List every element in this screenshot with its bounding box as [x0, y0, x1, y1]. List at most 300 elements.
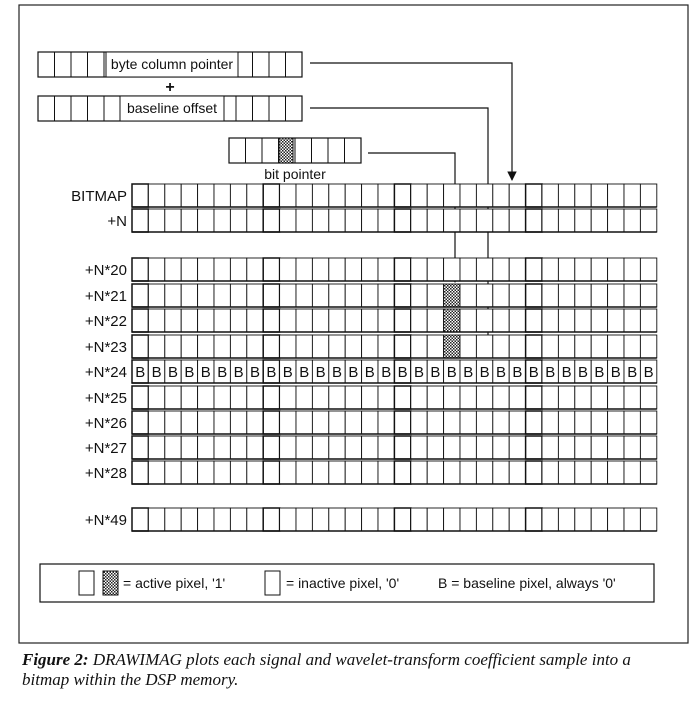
inactive-pixel [526, 508, 542, 531]
inactive-pixel [640, 508, 656, 531]
inactive-pixel [427, 461, 443, 484]
inactive-pixel [460, 335, 476, 358]
inactive-pixel [444, 436, 460, 459]
inactive-pixel [362, 209, 378, 232]
inactive-pixel [608, 461, 624, 484]
inactive-pixel [394, 258, 410, 281]
inactive-pixel [509, 209, 525, 232]
inactive-pixel [296, 386, 312, 409]
inactive-pixel [460, 461, 476, 484]
inactive-pixel [542, 209, 558, 232]
inactive-pixel [247, 386, 263, 409]
baseline-pixel-letter: B [282, 364, 293, 381]
inactive-pixel [165, 258, 181, 281]
inactive-pixel [181, 209, 197, 232]
baseline-pixel-letter: B [233, 364, 244, 381]
inactive-pixel [148, 386, 164, 409]
inactive-pixel [181, 284, 197, 307]
legend-inactive-swatch-a [79, 571, 94, 595]
inactive-pixel [526, 436, 542, 459]
inactive-pixel [230, 508, 246, 531]
inactive-pixel [329, 258, 345, 281]
inactive-pixel [230, 309, 246, 332]
inactive-pixel [312, 258, 328, 281]
inactive-pixel [263, 508, 279, 531]
baseline-offset-register [38, 96, 302, 121]
baseline-pixel-letter: B [167, 364, 179, 381]
inactive-pixel [280, 411, 296, 434]
inactive-pixel [362, 335, 378, 358]
baseline-pixel-letter: B [331, 364, 343, 381]
plus-sign: + [165, 79, 175, 96]
inactive-pixel [312, 309, 328, 332]
inactive-pixel [263, 461, 279, 484]
inactive-pixel [148, 209, 164, 232]
inactive-pixel [427, 184, 443, 207]
baseline-pixel-letter: B [577, 364, 589, 381]
baseline-pixel-letter: B [512, 364, 523, 381]
inactive-pixel [476, 386, 492, 409]
baseline-pixel-letter: B [364, 364, 375, 381]
inactive-pixel [198, 258, 214, 281]
inactive-pixel [411, 209, 427, 232]
inactive-pixel [329, 284, 345, 307]
inactive-pixel [444, 184, 460, 207]
inactive-pixel [509, 386, 525, 409]
inactive-pixel [558, 386, 574, 409]
inactive-pixel [280, 184, 296, 207]
inactive-pixel [509, 335, 525, 358]
inactive-pixel [542, 284, 558, 307]
inactive-pixel [640, 258, 656, 281]
inactive-pixel [329, 209, 345, 232]
inactive-pixel [575, 209, 591, 232]
inactive-pixel [575, 258, 591, 281]
inactive-pixel [345, 508, 361, 531]
inactive-pixel [181, 386, 197, 409]
inactive-pixel [526, 258, 542, 281]
inactive-pixel [427, 258, 443, 281]
inactive-pixel [329, 508, 345, 531]
baseline-pixel-letter: B [495, 364, 507, 381]
inactive-pixel [460, 508, 476, 531]
bitmap-row [85, 360, 657, 383]
inactive-pixel [329, 184, 345, 207]
inactive-pixel [214, 184, 230, 207]
inactive-pixel [181, 461, 197, 484]
inactive-pixel [542, 508, 558, 531]
inactive-pixel [411, 335, 427, 358]
inactive-pixel [148, 436, 164, 459]
inactive-pixel [608, 508, 624, 531]
inactive-pixel [476, 309, 492, 332]
inactive-pixel [312, 184, 328, 207]
inactive-pixel [444, 386, 460, 409]
inactive-pixel [132, 284, 148, 307]
inactive-pixel [509, 411, 525, 434]
inactive-pixel [296, 436, 312, 459]
inactive-pixel [460, 184, 476, 207]
baseline-pixel-letter: B [249, 364, 261, 381]
inactive-pixel [280, 461, 296, 484]
baseline-pixel-letter: B [200, 364, 211, 381]
inactive-pixel [460, 386, 476, 409]
inactive-pixel [198, 411, 214, 434]
inactive-pixel [165, 436, 181, 459]
legend-baseline-text: B = baseline pixel, always '0' [438, 575, 616, 591]
inactive-pixel [608, 411, 624, 434]
inactive-pixel [378, 436, 394, 459]
inactive-pixel [394, 309, 410, 332]
inactive-pixel [493, 461, 509, 484]
inactive-pixel [624, 508, 640, 531]
inactive-pixel [165, 411, 181, 434]
inactive-pixel [526, 386, 542, 409]
inactive-pixel [427, 386, 443, 409]
inactive-pixel [608, 184, 624, 207]
inactive-pixel [296, 309, 312, 332]
inactive-pixel [280, 508, 296, 531]
bitmap-row [85, 411, 657, 434]
inactive-pixel [460, 209, 476, 232]
inactive-pixel [280, 284, 296, 307]
inactive-pixel [476, 284, 492, 307]
inactive-pixel [591, 436, 607, 459]
inactive-pixel [591, 508, 607, 531]
inactive-pixel [165, 335, 181, 358]
inactive-pixel [427, 508, 443, 531]
inactive-pixel [345, 284, 361, 307]
inactive-pixel [542, 335, 558, 358]
inactive-pixel [460, 411, 476, 434]
legend-active-swatch [103, 571, 118, 595]
inactive-pixel [148, 258, 164, 281]
inactive-pixel [624, 284, 640, 307]
inactive-pixel [362, 461, 378, 484]
inactive-pixel [542, 461, 558, 484]
inactive-pixel [230, 284, 246, 307]
inactive-pixel [476, 258, 492, 281]
inactive-pixel [542, 411, 558, 434]
inactive-pixel [526, 284, 542, 307]
inactive-pixel [312, 508, 328, 531]
inactive-pixel [444, 258, 460, 281]
baseline-pixel-letter: B [266, 364, 277, 381]
bitmap-grid [71, 184, 657, 531]
inactive-pixel [378, 411, 394, 434]
inactive-pixel [575, 411, 591, 434]
inactive-pixel [230, 411, 246, 434]
inactive-pixel [640, 436, 656, 459]
inactive-pixel [312, 386, 328, 409]
inactive-pixel [296, 209, 312, 232]
caption-text: DRAWIMAG plots each signal and wavelet-transform coefficient sample into a bitmap within the DSP memory. [22, 650, 631, 689]
inactive-pixel [476, 461, 492, 484]
inactive-pixel [394, 461, 410, 484]
inactive-pixel [214, 258, 230, 281]
inactive-pixel [181, 436, 197, 459]
inactive-pixel [132, 258, 148, 281]
bitmap-row [85, 258, 657, 281]
inactive-pixel [394, 284, 410, 307]
inactive-pixel [198, 386, 214, 409]
inactive-pixel [591, 184, 607, 207]
inactive-pixel [526, 184, 542, 207]
inactive-pixel [132, 508, 148, 531]
inactive-pixel [378, 258, 394, 281]
inactive-pixel [427, 309, 443, 332]
inactive-pixel [640, 309, 656, 332]
inactive-pixel [558, 436, 574, 459]
inactive-pixel [624, 258, 640, 281]
active-pixel [444, 309, 460, 332]
legend-inactive-swatch [265, 571, 280, 595]
inactive-pixel [230, 209, 246, 232]
inactive-pixel [165, 284, 181, 307]
baseline-pixel-letter: B [184, 364, 195, 381]
inactive-pixel [394, 508, 410, 531]
inactive-pixel [132, 386, 148, 409]
inactive-pixel [558, 411, 574, 434]
inactive-pixel [624, 335, 640, 358]
baseline-pixel-letter: B [397, 364, 408, 381]
inactive-pixel [591, 335, 607, 358]
inactive-pixel [608, 309, 624, 332]
inactive-pixel [296, 508, 312, 531]
baseline-pixel-letter: B [413, 364, 425, 381]
inactive-pixel [296, 258, 312, 281]
inactive-pixel [591, 209, 607, 232]
inactive-pixel [362, 184, 378, 207]
inactive-pixel [345, 411, 361, 434]
inactive-pixel [444, 209, 460, 232]
inactive-pixel [165, 209, 181, 232]
inactive-pixel [148, 184, 164, 207]
inactive-pixel [280, 335, 296, 358]
inactive-pixel [493, 436, 509, 459]
inactive-pixel [509, 436, 525, 459]
baseline-pixel-letter: B [643, 364, 654, 381]
inactive-pixel [312, 335, 328, 358]
inactive-pixel [558, 184, 574, 207]
bitmap-row-label: +N*25 [84, 390, 127, 407]
inactive-pixel [378, 184, 394, 207]
inactive-pixel [493, 258, 509, 281]
inactive-pixel [542, 184, 558, 207]
inactive-pixel [263, 209, 279, 232]
inactive-pixel [624, 461, 640, 484]
inactive-pixel [640, 411, 656, 434]
inactive-pixel [148, 284, 164, 307]
inactive-pixel [214, 508, 230, 531]
inactive-pixel [214, 309, 230, 332]
inactive-pixel [345, 184, 361, 207]
inactive-pixel [591, 461, 607, 484]
inactive-pixel [476, 184, 492, 207]
inactive-pixel [394, 436, 410, 459]
inactive-pixel [296, 284, 312, 307]
bitmap-row [107, 209, 656, 232]
inactive-pixel [132, 335, 148, 358]
inactive-pixel [427, 284, 443, 307]
inactive-pixel [198, 335, 214, 358]
inactive-pixel [608, 436, 624, 459]
inactive-pixel [296, 184, 312, 207]
inactive-pixel [624, 436, 640, 459]
inactive-pixel [575, 386, 591, 409]
inactive-pixel [476, 508, 492, 531]
inactive-pixel [345, 258, 361, 281]
inactive-pixel [427, 411, 443, 434]
inactive-pixel [198, 184, 214, 207]
inactive-pixel [378, 461, 394, 484]
inactive-pixel [329, 309, 345, 332]
inactive-pixel [493, 184, 509, 207]
byte-column-pointer-register [38, 52, 302, 77]
legend-active-text: = active pixel, '1' [123, 575, 226, 591]
inactive-pixel [312, 411, 328, 434]
inactive-pixel [198, 284, 214, 307]
inactive-pixel [329, 386, 345, 409]
inactive-pixel [460, 436, 476, 459]
inactive-pixel [493, 386, 509, 409]
inactive-pixel [411, 284, 427, 307]
inactive-pixel [247, 184, 263, 207]
inactive-pixel [214, 411, 230, 434]
inactive-pixel [591, 309, 607, 332]
inactive-pixel [526, 335, 542, 358]
inactive-pixel [362, 309, 378, 332]
inactive-pixel [214, 386, 230, 409]
legend [40, 564, 654, 602]
bitmap-row [85, 461, 657, 484]
bitmap-row [85, 335, 657, 358]
inactive-pixel [132, 411, 148, 434]
inactive-pixel [378, 309, 394, 332]
inactive-pixel [493, 508, 509, 531]
inactive-pixel [312, 209, 328, 232]
inactive-pixel [181, 335, 197, 358]
bitmap-row [85, 284, 657, 307]
inactive-pixel [247, 508, 263, 531]
inactive-pixel [460, 309, 476, 332]
inactive-pixel [526, 209, 542, 232]
inactive-pixel [378, 209, 394, 232]
inactive-pixel [214, 209, 230, 232]
figure-caption [22, 650, 682, 690]
inactive-pixel [526, 411, 542, 434]
inactive-pixel [181, 309, 197, 332]
inactive-pixel [575, 309, 591, 332]
inactive-pixel [247, 284, 263, 307]
inactive-pixel [345, 386, 361, 409]
inactive-pixel [181, 508, 197, 531]
inactive-pixel [608, 386, 624, 409]
inactive-pixel [591, 411, 607, 434]
inactive-pixel [624, 184, 640, 207]
inactive-pixel [493, 284, 509, 307]
inactive-pixel [411, 461, 427, 484]
bitmap-row [85, 436, 657, 459]
inactive-pixel [444, 461, 460, 484]
inactive-pixel [460, 284, 476, 307]
inactive-pixel [181, 258, 197, 281]
byte-column-pointer-label: byte column pointer [110, 56, 234, 72]
inactive-pixel [591, 284, 607, 307]
inactive-pixel [263, 258, 279, 281]
inactive-pixel [263, 284, 279, 307]
baseline-pixel-letter: B [479, 364, 490, 381]
inactive-pixel [230, 436, 246, 459]
baseline-pixel-letter: B [217, 364, 228, 381]
inactive-pixel [165, 508, 181, 531]
baseline-pixel-letter: B [545, 364, 556, 381]
bitmap-row-label: +N [107, 213, 127, 230]
inactive-pixel [427, 335, 443, 358]
bitmap-row-label: +N*26 [84, 415, 127, 432]
inactive-pixel [608, 209, 624, 232]
inactive-pixel [640, 209, 656, 232]
inactive-pixel [558, 258, 574, 281]
inactive-pixel [558, 209, 574, 232]
inactive-pixel [542, 258, 558, 281]
baseline-pixel-letter: B [348, 364, 359, 381]
inactive-pixel [493, 335, 509, 358]
bitmap-row-label: +N*22 [84, 313, 127, 330]
inactive-pixel [476, 209, 492, 232]
baseline-pixel-letter: B [627, 364, 638, 381]
baseline-pixel-letter: B [594, 364, 605, 381]
inactive-pixel [411, 436, 427, 459]
baseline-pixel-letter: B [561, 364, 572, 381]
bitmap-row-label: +N*23 [84, 339, 127, 356]
inactive-pixel [411, 309, 427, 332]
inactive-pixel [394, 184, 410, 207]
bitmap-row-label: +N*20 [84, 262, 127, 279]
inactive-pixel [214, 335, 230, 358]
inactive-pixel [345, 335, 361, 358]
inactive-pixel [148, 309, 164, 332]
inactive-pixel [263, 411, 279, 434]
baseline-pixel-letter: B [528, 364, 539, 381]
inactive-pixel [608, 335, 624, 358]
inactive-pixel [198, 436, 214, 459]
inactive-pixel [411, 258, 427, 281]
bitmap-row-label: +N*21 [84, 288, 127, 305]
inactive-pixel [427, 209, 443, 232]
inactive-pixel [575, 284, 591, 307]
inactive-pixel [558, 309, 574, 332]
inactive-pixel [575, 436, 591, 459]
inactive-pixel [591, 386, 607, 409]
bitmap-row-label: +N*49 [84, 512, 127, 529]
inactive-pixel [411, 386, 427, 409]
bit-pointer-register [229, 138, 361, 182]
inactive-pixel [247, 309, 263, 332]
inactive-pixel [345, 461, 361, 484]
caption-label: Figure 2: [22, 650, 89, 669]
inactive-pixel [509, 309, 525, 332]
baseline-pixel-letter: B [151, 364, 162, 381]
inactive-pixel [362, 411, 378, 434]
inactive-pixel [362, 258, 378, 281]
inactive-pixel [362, 436, 378, 459]
inactive-pixel [542, 436, 558, 459]
inactive-pixel [526, 461, 542, 484]
inactive-pixel [608, 258, 624, 281]
active-pixel [444, 284, 460, 307]
inactive-pixel [132, 309, 148, 332]
